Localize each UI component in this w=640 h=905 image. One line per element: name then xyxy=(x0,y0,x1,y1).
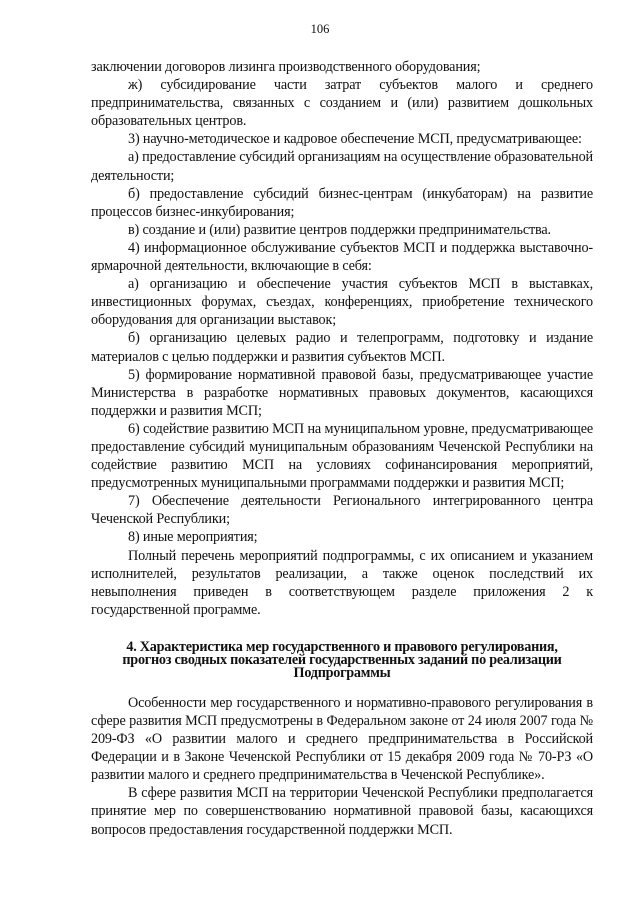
section-heading-line-1: 4. Характеристика мер государственного и правового регулирования, xyxy=(126,638,558,655)
paragraph-continuation: заключении договоров лизинга производственного оборудования; xyxy=(91,59,481,75)
paragraph-item-3a: а) предоставление субсидий организациям на осуществление образовательной деятельности; xyxy=(91,149,593,184)
paragraph-item-3: 3) научно-методическое и кадровое обеспечение МСП, предусматривающее: xyxy=(128,131,582,148)
paragraph-regulation-features: Особенности мер государственного и нормативно-правового регулирования в сфере развития МСП предусмотрены в Федеральном законе от 24 июля 2007 года № 209-ФЗ «О развитии малого и среднего предпринимательства в Российской Федерации и в Законе Чеченской Республики от 15 декабря 2009 года № 70-РЗ «О развитии малого и среднего предпринимательства в Чеченской Республике». xyxy=(91,694,593,784)
paragraph-item-4a: а) организацию и обеспечение участия субъектов МСП в выставках, инвестиционных форумах, съездах, конференциях, приобретение технического оборудования для организации выставок; xyxy=(91,276,593,329)
page-number: 106 xyxy=(310,22,330,36)
paragraph-item-zh: ж) субсидирование части затрат субъектов малого и среднего предпринимательства, связанных с созданием и (или) развитием дошкольных образовательных центров. xyxy=(91,77,593,130)
paragraph-item-5: 5) формирование нормативной правовой базы, предусматривающее участие Министерства в разработке нормативных правовых документов, касающихся поддержки и развития МСП; xyxy=(91,366,593,419)
section-heading-line-3: Подпрограммы xyxy=(293,664,391,681)
paragraph-item-3v: в) создание и (или) развитие центров поддержки предпринимательства. xyxy=(128,221,551,238)
paragraph-full-list: Полный перечень мероприятий подпрограммы, с их описанием и указанием исполнителей, результатов реализации, а также оценок последствий их невыполнения приведен в соответствующем разделе приложения 2 к государственной программе. xyxy=(91,547,593,618)
paragraph-regulatory-measures: В сфере развития МСП на территории Чеченской Республики предполагается принятие мер по совершенствованию нормативной правовой базы, касающихся вопросов предоставления государственной поддержки МСП. xyxy=(91,785,593,838)
paragraph-item-3b: б) предоставление субсидий бизнес-центрам (инкубаторам) на развитие процессов бизнес-инкубирования; xyxy=(91,185,593,220)
paragraph-item-4: 4) информационное обслуживание субъектов МСП и поддержка выставочно-ярмарочной деятельности, включающие в себя: xyxy=(91,239,593,275)
paragraph-item-6: 6) содействие развитию МСП на муниципальном уровне, предусматривающее предоставление субсидий муниципальным образованиям Чеченской Республики на содействие развитию МСП на условиях софинансирования мероприятий, предусмотренных муниципальными программами поддержки и развития МСП; xyxy=(91,420,593,492)
paragraph-item-8: 8) иные мероприятия; xyxy=(128,529,258,546)
paragraphs-bottom xyxy=(91,694,593,839)
section-heading-line-2: прогноз сводных показателей государственных заданий по реализации xyxy=(122,651,562,668)
document-body xyxy=(91,58,593,839)
paragraph-item-7: 7) Обеспечение деятельности Регионального интегрированного центра Чеченской Республики; xyxy=(91,493,593,528)
section-heading xyxy=(91,638,593,681)
paragraph-item-4b: б) организацию целевых радио и телепрограмм, подготовку и издание материалов с целью поддержки и развития субъектов МСП. xyxy=(91,330,593,365)
paragraphs-top xyxy=(91,58,593,619)
